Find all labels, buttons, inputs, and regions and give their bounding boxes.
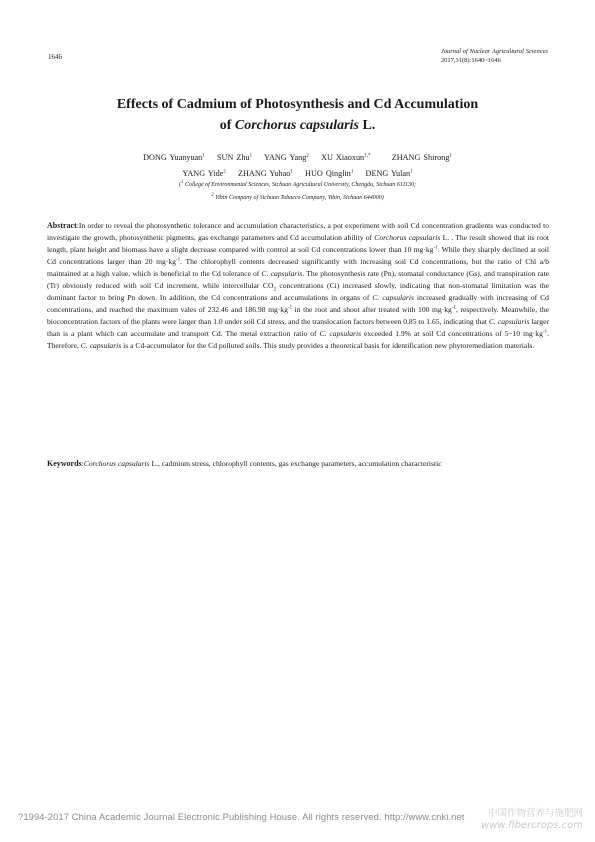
author: SUN Zhu$^1$ — [216, 153, 253, 162]
author: ZHANG Shirong$^1$ — [391, 153, 452, 162]
keywords: Keywords:Corchorus capsularis L., cadmium stress, chlorophyll contents, gas exchange parameters, accumulation characteristic — [47, 459, 442, 468]
keywords-label: Keywords — [47, 459, 82, 468]
affiliation-1: ($^1$ College of Environmental Sciences, Sichuan Agricultural University, Chengdu, Sichuan 611130; — [178, 180, 417, 188]
author: HUO Qinglin$^1$ — [305, 169, 354, 178]
journal-name: Journal of Nuclear Agricultural Sciences — [440, 48, 548, 55]
affiliation-2: $^2$ Yibin Company of Sichuan Tobacco Company, Yibin, Sichuan 644000) — [211, 193, 384, 201]
title-line-1: Effects of Cadmium of Photosynthesis and Cd Accumulation — [116, 97, 479, 112]
title-suffix: L. — [358, 118, 376, 133]
author: XU Xiaoxun$^{1,*}$ — [321, 153, 371, 162]
title-line-2 — [40, 115, 555, 136]
paper-title — [40, 94, 555, 136]
author: YANG Yang$^2$ — [263, 153, 309, 162]
abstract: Abstract:In order to reveal the photosynthetic tolerance and accumulation characteristics, a pot experiment with soil Cd concentration gradients was conducted to investigate the growth, photosynthetic pigments, gas exchange parameters and Cd accumulation ability of Corchorus capsularis L. . The result showed that its root length, plant height and biomass have a slight decrease compared with control at soil Cd concentrations lower than 10 $mg\cdot kg^{-1}$. While they sharply declined at soil Cd concentrations larger than 20 $mg\cdot kg^{-1}$. The chlorophyll contents decreased significantly with increasing soil Cd concentrations, but the ratio of Chl a/b maintained at a high value, which is beneficial to the Cd tolerance of C. capsularis. The photosynthesis rate (Pn), stomatal conductance (Gs), and transpiration rate (Tr) obviously reduced with soil Cd increment, while intercellular $CO_2$ concentrations (Ci) increased slowly, indicating that non-stomatal limitation was the dominant factor to bring Pn down. In addition, the Cd concentrations and accumulations in organs of C. capsularis increased gradually with increasing of Cd concentrations, and reached the maximum vales of 232.46 and 186.98 $mg\cdot kg^{-1}$ in the root and shoot after treated with 100 $mg\cdot kg^{-1}$, respectively. Meanwhile, the bioconcentration factors of the plants were larger than 1.0 under soil Cd stress, and the translocation factors between 0.85 to 1.65, indicating that C. capsularis larger than is a plant which can accumulate and transport Cd. The metal extraction ratio of C. capsularis exceeded 1.9% at soil Cd concentrations of 5~10 $mg\cdot kg^{-1}$. Therefore, C. capsularis is a Cd-accumulator for the Cd polluted soils. This study provides a theoretical basis for identification new phytoremediation materials. — [47, 221, 550, 351]
journal-citation — [441, 47, 548, 65]
citation: 2017,31(8):1640~1646 — [440, 57, 501, 64]
author-line-1 — [40, 150, 555, 166]
author: ZHANG Yuhao$^1$ — [238, 169, 293, 178]
abstract-label: Abstract — [47, 221, 77, 230]
author: YANG Yide$^2$ — [182, 169, 226, 178]
title-species: Corchorus capsularis — [234, 118, 359, 133]
author: DONG Yuanyuan$^1$ — [143, 153, 205, 162]
author: DENG Yulan$^1$ — [365, 169, 413, 178]
watermark — [481, 808, 583, 832]
title-prefix: of — [219, 118, 235, 133]
watermark-cn: 中国作物营养与施肥网 — [487, 808, 583, 819]
watermark-url: www.fibercrops.com — [481, 820, 583, 831]
author-line-2 — [40, 166, 555, 182]
author-list — [40, 150, 555, 182]
copyright-footer: ?1994-2017 China Academic Journal Electronic Publishing House. All rights reserved. http://www.cnki.net — [18, 811, 465, 822]
page-number: 1646 — [48, 53, 62, 61]
